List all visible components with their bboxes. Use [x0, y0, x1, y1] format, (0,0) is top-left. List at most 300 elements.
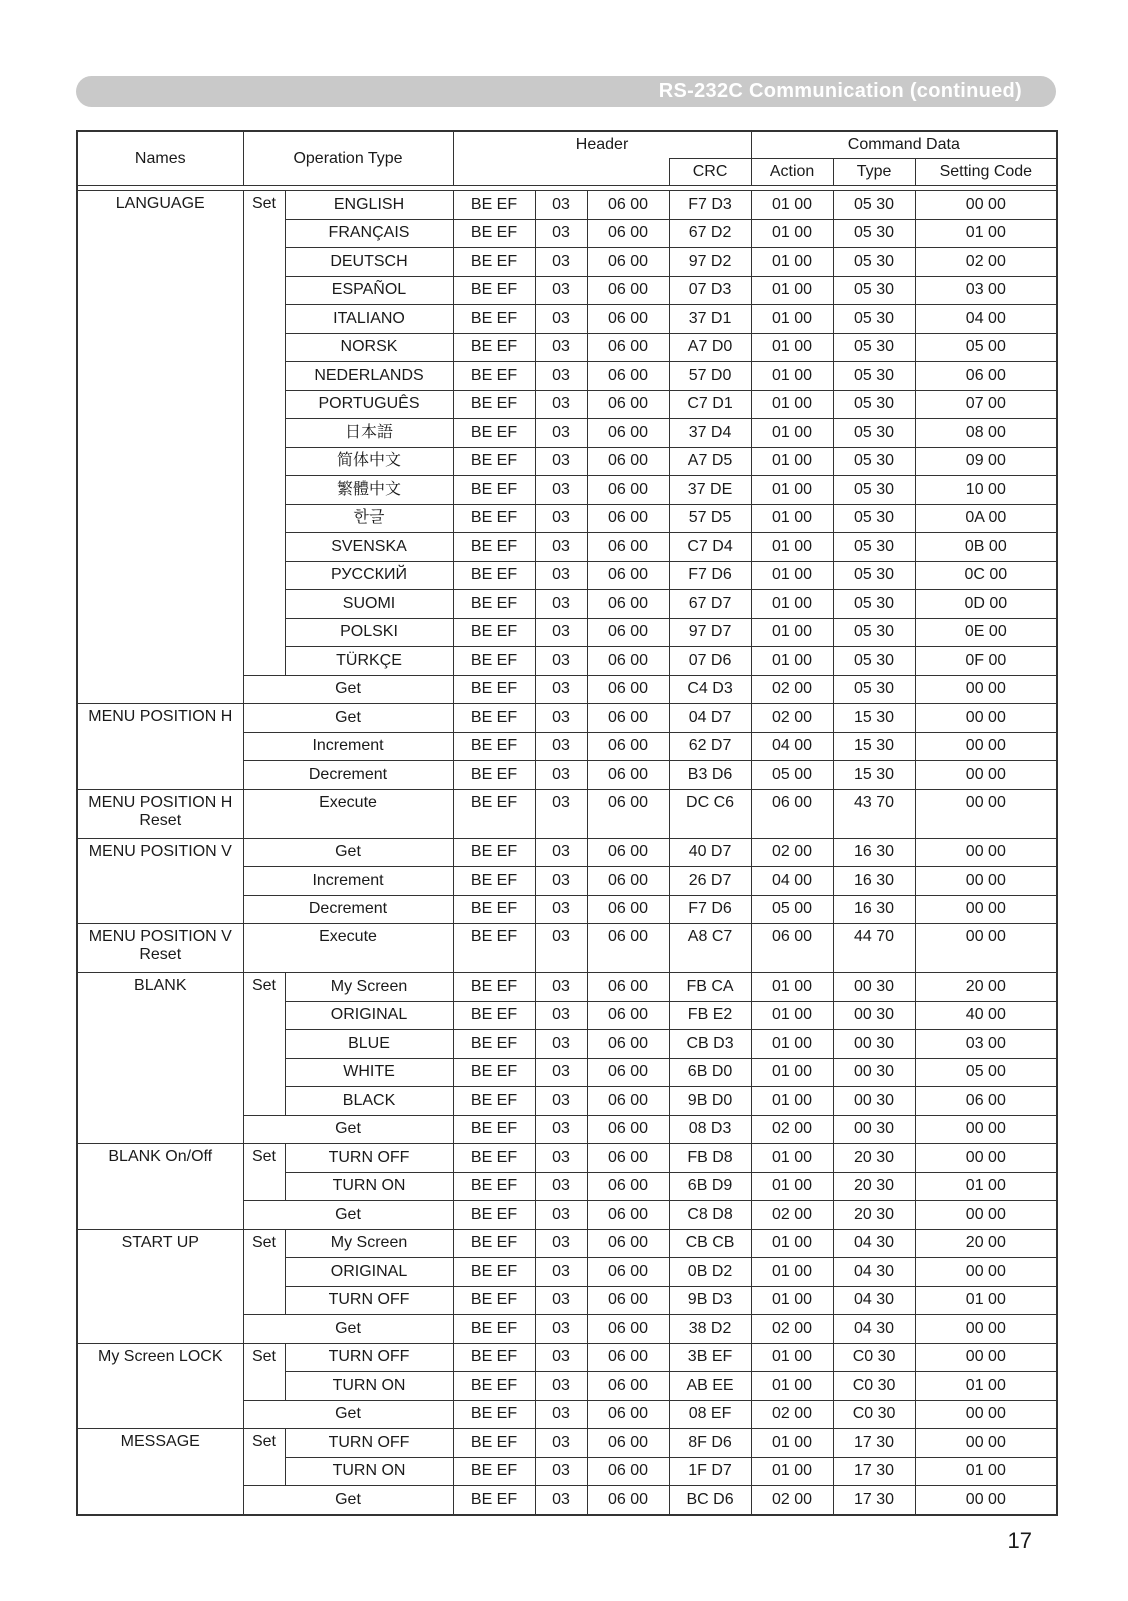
- cell-h1: BE EF: [453, 1429, 535, 1458]
- cell-h3: 06 00: [587, 1400, 669, 1429]
- cell-h1: BE EF: [453, 675, 535, 704]
- cell-crc: FB CA: [669, 973, 751, 1002]
- cell-crc: 97 D2: [669, 248, 751, 277]
- cell-type: 04 30: [833, 1286, 915, 1315]
- cell-crc: C7 D1: [669, 390, 751, 419]
- cell-action: 01 00: [751, 1144, 833, 1173]
- cell-code: 00 00: [915, 191, 1057, 220]
- cell-type: 15 30: [833, 704, 915, 733]
- cell-h2: 03: [535, 561, 587, 590]
- cell-type: 05 30: [833, 419, 915, 448]
- cell-crc: 3B EF: [669, 1343, 751, 1372]
- cell-code: 00 00: [915, 761, 1057, 790]
- cell-h3: 06 00: [587, 789, 669, 838]
- row-name-subtext: Reset: [139, 946, 182, 963]
- cell-h3: 06 00: [587, 590, 669, 619]
- cell-action: 01 00: [751, 618, 833, 647]
- cell-h3: 06 00: [587, 1229, 669, 1258]
- cell-type: 05 30: [833, 390, 915, 419]
- cell-code: 09 00: [915, 447, 1057, 476]
- cell-h3: 06 00: [587, 647, 669, 676]
- cell-h2: 03: [535, 973, 587, 1002]
- table-row: [77, 191, 1057, 220]
- cell-h2: 03: [535, 1201, 587, 1230]
- cell-crc: 0B D2: [669, 1258, 751, 1287]
- row-name: [77, 838, 243, 924]
- cell-h1: BE EF: [453, 1286, 535, 1315]
- cell-h2: 03: [535, 1429, 587, 1458]
- cell-code: 00 00: [915, 675, 1057, 704]
- command-table: [76, 130, 1058, 1516]
- cell-action: 01 00: [751, 248, 833, 277]
- cell-action: 01 00: [751, 1343, 833, 1372]
- cell-code: 0C 00: [915, 561, 1057, 590]
- cell-h2: 03: [535, 419, 587, 448]
- cell-h3: 06 00: [587, 1315, 669, 1344]
- cell-action: 02 00: [751, 1315, 833, 1344]
- row-name-text: MENU POSITION V: [88, 928, 232, 945]
- cell-h3: 06 00: [587, 1058, 669, 1087]
- cell-type: 05 30: [833, 504, 915, 533]
- cell-code: 00 00: [915, 1258, 1057, 1287]
- row-name-text: MESSAGE: [120, 1433, 200, 1450]
- cell-h1: BE EF: [453, 1372, 535, 1401]
- cell-code: 08 00: [915, 419, 1057, 448]
- cell-h1: BE EF: [453, 276, 535, 305]
- cell-h2: 03: [535, 1115, 587, 1144]
- cell-crc: 26 D7: [669, 867, 751, 896]
- cell-code: 00 00: [915, 732, 1057, 761]
- cell-h3: 06 00: [587, 248, 669, 277]
- cell-h2: 03: [535, 390, 587, 419]
- table-row: [77, 973, 1057, 1002]
- cell-type: 05 30: [833, 590, 915, 619]
- page-title-bar: [76, 76, 1056, 107]
- cell-h2: 03: [535, 1030, 587, 1059]
- cell-h3: 06 00: [587, 219, 669, 248]
- operation-mode: Set: [243, 1343, 285, 1400]
- cell-crc: C7 D4: [669, 533, 751, 562]
- cell-h1: BE EF: [453, 447, 535, 476]
- row-name: [77, 191, 243, 704]
- cell-h1: BE EF: [453, 1229, 535, 1258]
- cell-h2: 03: [535, 789, 587, 838]
- row-name-text: MENU POSITION V: [88, 842, 232, 860]
- cell-crc: C8 D8: [669, 1201, 751, 1230]
- cell-code: 20 00: [915, 1229, 1057, 1258]
- operation-value: 日本語: [285, 419, 453, 448]
- cell-h3: 06 00: [587, 1087, 669, 1116]
- cell-h1: BE EF: [453, 1457, 535, 1486]
- cell-h3: 06 00: [587, 476, 669, 505]
- cell-h1: BE EF: [453, 789, 535, 838]
- operation-type: Get: [243, 1201, 453, 1230]
- row-name-text: BLANK: [134, 977, 187, 994]
- cell-h1: BE EF: [453, 248, 535, 277]
- cell-type: 17 30: [833, 1429, 915, 1458]
- cell-action: 01 00: [751, 504, 833, 533]
- cell-crc: 1F D7: [669, 1457, 751, 1486]
- cell-code: 00 00: [915, 867, 1057, 896]
- cell-h1: BE EF: [453, 533, 535, 562]
- operation-value: FRANÇAIS: [285, 219, 453, 248]
- cell-type: 05 30: [833, 191, 915, 220]
- cell-type: 05 30: [833, 248, 915, 277]
- cell-action: 01 00: [751, 1229, 833, 1258]
- table-row: [77, 924, 1057, 973]
- cell-action: 01 00: [751, 561, 833, 590]
- cell-h2: 03: [535, 276, 587, 305]
- cell-action: 02 00: [751, 1486, 833, 1515]
- row-name: [77, 789, 243, 838]
- cell-h1: BE EF: [453, 647, 535, 676]
- cell-type: 05 30: [833, 675, 915, 704]
- operation-value: TURN OFF: [285, 1429, 453, 1458]
- cell-type: 00 30: [833, 1115, 915, 1144]
- cell-crc: 9B D3: [669, 1286, 751, 1315]
- operation-value: TURN ON: [285, 1172, 453, 1201]
- operation-type: Execute: [243, 924, 453, 973]
- cell-h3: 06 00: [587, 419, 669, 448]
- cell-h3: 06 00: [587, 1343, 669, 1372]
- cell-code: 00 00: [915, 1144, 1057, 1173]
- cell-type: 05 30: [833, 276, 915, 305]
- operation-type: Increment: [243, 732, 453, 761]
- operation-type: Decrement: [243, 895, 453, 924]
- cell-type: 05 30: [833, 447, 915, 476]
- cell-crc: 37 D1: [669, 305, 751, 334]
- cell-action: 01 00: [751, 1429, 833, 1458]
- header-operation-type: Operation Type: [243, 131, 453, 186]
- operation-mode: Set: [243, 191, 285, 676]
- cell-h3: 06 00: [587, 1429, 669, 1458]
- cell-h3: 06 00: [587, 732, 669, 761]
- cell-crc: FB E2: [669, 1001, 751, 1030]
- cell-type: 05 30: [833, 305, 915, 334]
- cell-type: 16 30: [833, 867, 915, 896]
- cell-h2: 03: [535, 1372, 587, 1401]
- cell-h3: 06 00: [587, 1172, 669, 1201]
- row-name: [77, 1229, 243, 1343]
- cell-h2: 03: [535, 305, 587, 334]
- cell-h2: 03: [535, 590, 587, 619]
- cell-code: 04 00: [915, 305, 1057, 334]
- header-command-data: Command Data: [751, 131, 1057, 159]
- cell-h3: 06 00: [587, 761, 669, 790]
- cell-action: 01 00: [751, 390, 833, 419]
- operation-type: Get: [243, 675, 453, 704]
- cell-type: 05 30: [833, 533, 915, 562]
- cell-crc: 08 EF: [669, 1400, 751, 1429]
- cell-action: 01 00: [751, 533, 833, 562]
- row-name-text: START UP: [121, 1233, 199, 1251]
- cell-crc: DC C6: [669, 789, 751, 838]
- cell-type: 05 30: [833, 333, 915, 362]
- cell-h1: BE EF: [453, 590, 535, 619]
- operation-value: SVENSKA: [285, 533, 453, 562]
- cell-code: 05 00: [915, 1058, 1057, 1087]
- cell-type: 43 70: [833, 789, 915, 838]
- cell-crc: 67 D2: [669, 219, 751, 248]
- table-row: [77, 1144, 1057, 1173]
- cell-h2: 03: [535, 248, 587, 277]
- cell-code: 06 00: [915, 362, 1057, 391]
- cell-h1: BE EF: [453, 1315, 535, 1344]
- row-name-text: MENU POSITION H: [88, 793, 233, 811]
- cell-h3: 06 00: [587, 504, 669, 533]
- cell-crc: 67 D7: [669, 590, 751, 619]
- operation-type: Get: [243, 1400, 453, 1429]
- cell-type: 00 30: [833, 1030, 915, 1059]
- cell-type: 20 30: [833, 1144, 915, 1173]
- operation-type: Get: [243, 1115, 453, 1144]
- header-setting-code: Setting Code: [915, 159, 1057, 186]
- cell-h2: 03: [535, 838, 587, 867]
- cell-h2: 03: [535, 333, 587, 362]
- cell-action: 01 00: [751, 276, 833, 305]
- cell-h3: 06 00: [587, 1030, 669, 1059]
- cell-h2: 03: [535, 1172, 587, 1201]
- cell-h1: BE EF: [453, 191, 535, 220]
- cell-action: 01 00: [751, 1058, 833, 1087]
- cell-h3: 06 00: [587, 333, 669, 362]
- cell-h2: 03: [535, 1486, 587, 1515]
- cell-crc: 9B D0: [669, 1087, 751, 1116]
- cell-h3: 06 00: [587, 390, 669, 419]
- cell-h1: BE EF: [453, 561, 535, 590]
- cell-h3: 06 00: [587, 1486, 669, 1515]
- operation-value: ITALIANO: [285, 305, 453, 334]
- cell-code: 02 00: [915, 248, 1057, 277]
- cell-type: 04 30: [833, 1229, 915, 1258]
- cell-code: 06 00: [915, 1087, 1057, 1116]
- cell-crc: B3 D6: [669, 761, 751, 790]
- cell-code: 0D 00: [915, 590, 1057, 619]
- cell-h1: BE EF: [453, 1144, 535, 1173]
- cell-h1: BE EF: [453, 1087, 535, 1116]
- cell-h2: 03: [535, 533, 587, 562]
- cell-code: 01 00: [915, 1372, 1057, 1401]
- cell-h3: 06 00: [587, 561, 669, 590]
- cell-code: 01 00: [915, 1457, 1057, 1486]
- operation-value: TURN ON: [285, 1372, 453, 1401]
- operation-value: РУССКИЙ: [285, 561, 453, 590]
- cell-crc: AB EE: [669, 1372, 751, 1401]
- operation-value: TURN OFF: [285, 1286, 453, 1315]
- cell-h2: 03: [535, 1286, 587, 1315]
- cell-type: C0 30: [833, 1343, 915, 1372]
- cell-crc: 40 D7: [669, 838, 751, 867]
- cell-h2: 03: [535, 1144, 587, 1173]
- cell-h3: 06 00: [587, 675, 669, 704]
- cell-h1: BE EF: [453, 618, 535, 647]
- cell-h1: BE EF: [453, 504, 535, 533]
- cell-type: 16 30: [833, 838, 915, 867]
- cell-action: 06 00: [751, 924, 833, 973]
- cell-h2: 03: [535, 675, 587, 704]
- cell-h3: 06 00: [587, 973, 669, 1002]
- cell-h3: 06 00: [587, 1115, 669, 1144]
- operation-value: ORIGINAL: [285, 1001, 453, 1030]
- cell-h3: 06 00: [587, 1201, 669, 1230]
- cell-type: 00 30: [833, 1087, 915, 1116]
- cell-type: 44 70: [833, 924, 915, 973]
- cell-h3: 06 00: [587, 1372, 669, 1401]
- cell-h2: 03: [535, 618, 587, 647]
- cell-crc: 04 D7: [669, 704, 751, 733]
- cell-h2: 03: [535, 1457, 587, 1486]
- cell-code: 00 00: [915, 838, 1057, 867]
- cell-h1: BE EF: [453, 219, 535, 248]
- cell-action: 06 00: [751, 789, 833, 838]
- cell-code: 0B 00: [915, 533, 1057, 562]
- cell-h2: 03: [535, 476, 587, 505]
- cell-crc: 6B D0: [669, 1058, 751, 1087]
- cell-h3: 06 00: [587, 1457, 669, 1486]
- cell-h1: BE EF: [453, 704, 535, 733]
- cell-h2: 03: [535, 1001, 587, 1030]
- cell-type: 00 30: [833, 973, 915, 1002]
- row-name-text: MENU POSITION H: [88, 708, 233, 725]
- header-type: Type: [833, 159, 915, 186]
- cell-code: 00 00: [915, 1343, 1057, 1372]
- cell-h2: 03: [535, 1258, 587, 1287]
- cell-h2: 03: [535, 647, 587, 676]
- cell-h1: BE EF: [453, 419, 535, 448]
- operation-type: Get: [243, 1315, 453, 1344]
- cell-code: 00 00: [915, 1429, 1057, 1458]
- operation-type: Get: [243, 1486, 453, 1515]
- cell-h1: BE EF: [453, 838, 535, 867]
- row-name-subtext: Reset: [139, 811, 182, 829]
- operation-value: BLUE: [285, 1030, 453, 1059]
- cell-h1: BE EF: [453, 867, 535, 896]
- cell-code: 00 00: [915, 1486, 1057, 1515]
- cell-h3: 06 00: [587, 362, 669, 391]
- cell-action: 01 00: [751, 1258, 833, 1287]
- cell-crc: 8F D6: [669, 1429, 751, 1458]
- cell-action: 02 00: [751, 704, 833, 733]
- cell-h1: BE EF: [453, 732, 535, 761]
- operation-value: TURN ON: [285, 1457, 453, 1486]
- cell-h1: BE EF: [453, 1201, 535, 1230]
- cell-action: 01 00: [751, 219, 833, 248]
- cell-action: 01 00: [751, 1030, 833, 1059]
- operation-value: 繁體中文: [285, 476, 453, 505]
- cell-action: 05 00: [751, 895, 833, 924]
- cell-type: 04 30: [833, 1258, 915, 1287]
- header-names: Names: [77, 131, 243, 186]
- cell-h2: 03: [535, 1315, 587, 1344]
- cell-h3: 06 00: [587, 191, 669, 220]
- cell-crc: 6B D9: [669, 1172, 751, 1201]
- cell-crc: FB D8: [669, 1144, 751, 1173]
- cell-h2: 03: [535, 447, 587, 476]
- cell-action: 04 00: [751, 732, 833, 761]
- cell-crc: A7 D0: [669, 333, 751, 362]
- operation-value: TURN OFF: [285, 1343, 453, 1372]
- cell-h2: 03: [535, 1058, 587, 1087]
- cell-type: 17 30: [833, 1486, 915, 1515]
- operation-value: TURN OFF: [285, 1144, 453, 1173]
- cell-h1: BE EF: [453, 761, 535, 790]
- cell-type: 05 30: [833, 647, 915, 676]
- cell-h1: BE EF: [453, 1001, 535, 1030]
- cell-crc: F7 D6: [669, 561, 751, 590]
- cell-h3: 06 00: [587, 447, 669, 476]
- cell-action: 04 00: [751, 867, 833, 896]
- cell-type: 00 30: [833, 1001, 915, 1030]
- cell-crc: 37 DE: [669, 476, 751, 505]
- cell-crc: 38 D2: [669, 1315, 751, 1344]
- operation-value: NORSK: [285, 333, 453, 362]
- table-row: [77, 838, 1057, 867]
- operation-mode: Set: [243, 1144, 285, 1201]
- cell-code: 0E 00: [915, 618, 1057, 647]
- operation-mode: Set: [243, 1229, 285, 1315]
- cell-action: 01 00: [751, 1001, 833, 1030]
- cell-h2: 03: [535, 1229, 587, 1258]
- operation-mode: Set: [243, 1429, 285, 1486]
- cell-action: 01 00: [751, 590, 833, 619]
- cell-h1: BE EF: [453, 1258, 535, 1287]
- cell-code: 01 00: [915, 1172, 1057, 1201]
- cell-type: 15 30: [833, 732, 915, 761]
- cell-action: 01 00: [751, 333, 833, 362]
- cell-crc: 37 D4: [669, 419, 751, 448]
- cell-crc: F7 D3: [669, 191, 751, 220]
- operation-value: ENGLISH: [285, 191, 453, 220]
- header-action: Action: [751, 159, 833, 186]
- cell-action: 01 00: [751, 419, 833, 448]
- cell-code: 03 00: [915, 276, 1057, 305]
- table-row: [77, 1229, 1057, 1258]
- cell-code: 01 00: [915, 1286, 1057, 1315]
- cell-action: 01 00: [751, 191, 833, 220]
- cell-code: 00 00: [915, 895, 1057, 924]
- operation-value: ORIGINAL: [285, 1258, 453, 1287]
- cell-code: 05 00: [915, 333, 1057, 362]
- cell-type: 04 30: [833, 1315, 915, 1344]
- cell-h2: 03: [535, 704, 587, 733]
- cell-h3: 06 00: [587, 924, 669, 973]
- cell-crc: 07 D3: [669, 276, 751, 305]
- cell-crc: BC D6: [669, 1486, 751, 1515]
- cell-h3: 06 00: [587, 867, 669, 896]
- table-row: [77, 789, 1057, 838]
- cell-action: 01 00: [751, 1457, 833, 1486]
- cell-type: 15 30: [833, 761, 915, 790]
- page-number: 17: [1007, 1528, 1032, 1553]
- cell-crc: A7 D5: [669, 447, 751, 476]
- cell-h1: BE EF: [453, 895, 535, 924]
- cell-type: 20 30: [833, 1172, 915, 1201]
- cell-h2: 03: [535, 1343, 587, 1372]
- cell-action: 01 00: [751, 1172, 833, 1201]
- cell-action: 02 00: [751, 1115, 833, 1144]
- cell-type: 20 30: [833, 1201, 915, 1230]
- operation-type: Get: [243, 838, 453, 867]
- table-row: [77, 1429, 1057, 1458]
- row-name-text: My Screen LOCK: [98, 1347, 223, 1365]
- cell-crc: 57 D0: [669, 362, 751, 391]
- row-name: [77, 1144, 243, 1230]
- cell-type: 05 30: [833, 476, 915, 505]
- cell-h1: BE EF: [453, 390, 535, 419]
- cell-code: 40 00: [915, 1001, 1057, 1030]
- cell-action: 01 00: [751, 476, 833, 505]
- operation-value: POLSKI: [285, 618, 453, 647]
